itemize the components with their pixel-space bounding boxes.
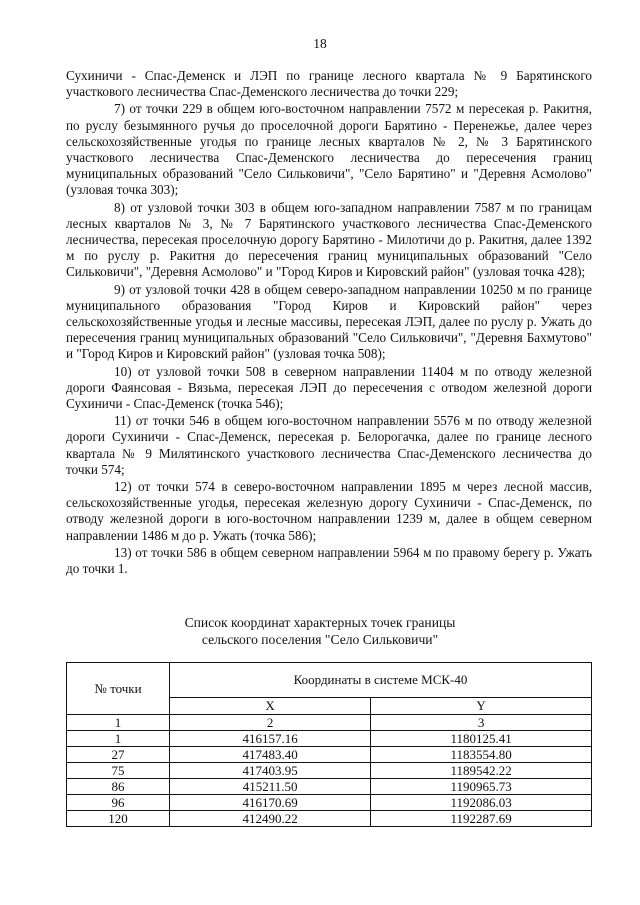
- column-index-row: [67, 715, 592, 731]
- column-index: 2: [170, 715, 371, 731]
- boundary-description: [66, 68, 592, 578]
- point-number: 120: [67, 811, 170, 827]
- column-header-x: X: [170, 698, 371, 715]
- page-number: 18: [313, 36, 327, 51]
- coordinates-heading: [0, 614, 640, 648]
- paragraph-item-7: 7) от точки 229 в общем юго-восточном направлении 7572 м пересекая р. Ракитня, по руслу безымянного ручья до проселочной дороги Барятино - Перенежье, далее через сельскохозяйственные угодья по границе лесных кварталов № 2, № 3 Барятинского участкового лесничества Спас-Деменского лесничества до пересечения границ муниципальных образований "Село Сильковичи", "Село Барятино" и "Деревня Асмолово" (узловая точка 303);: [66, 101, 592, 198]
- heading-line-2: сельского поселения "Село Сильковичи": [201, 632, 439, 647]
- coordinate-x: 417403.95: [170, 763, 371, 779]
- coordinate-x: 412490.22: [170, 811, 371, 827]
- coordinate-y: 1180125.41: [371, 731, 592, 747]
- coordinate-x: 415211.50: [170, 779, 371, 795]
- column-header-point: № точки: [67, 663, 170, 715]
- table-row: [67, 795, 592, 811]
- paragraph-item-12: 12) от точки 574 в северо-восточном направлении 1895 м через лесной массив, сельскохозяйственные угодья, пересекая железную дорогу Сухиничи - Спас-Деменск, по отводу железной дороги в юго-восточном направлении 1239 м, далее в общем северном направлении 1486 м до р. Ужать (точка 586);: [66, 479, 592, 543]
- paragraph-item-13: 13) от точки 586 в общем северном направлении 5964 м по правому берегу р. Ужать до точки 1.: [66, 544, 592, 577]
- coordinate-y: 1183554.80: [371, 747, 592, 763]
- table-row: [67, 811, 592, 827]
- point-number: 27: [67, 747, 170, 763]
- coordinate-x: 417483.40: [170, 747, 371, 763]
- column-header-coordinates: Координаты в системе МСК-40: [170, 663, 592, 698]
- table-row: [67, 747, 592, 763]
- column-header-y: Y: [371, 698, 592, 715]
- column-index: 3: [371, 715, 592, 731]
- column-index: 1: [67, 715, 170, 731]
- paragraph-item-9: 9) от узловой точки 428 в общем северо-западном направлении 10250 м по границе муниципального образования "Город Киров и Кировский район" через сельскохозяйственные угодья и лесные массивы, пересекая ЛЭП, далее по руслу р. Ужать до пересечения границ муниципальных образований "Село Сильковичи", "Деревня Бахмутово" и "Город Киров и Кировский район" (узловая точка 508);: [66, 281, 592, 362]
- paragraph-continuation: Сухиничи - Спас-Деменск и ЛЭП по границе лесного квартала № 9 Барятинского участкового лесничества Спас-Деменского лесничества до точки 229;: [66, 68, 592, 100]
- point-number: 1: [67, 731, 170, 747]
- coordinate-x: 416170.69: [170, 795, 371, 811]
- point-number: 86: [67, 779, 170, 795]
- table-row: [67, 779, 592, 795]
- table-row: [67, 731, 592, 747]
- table-row: [67, 763, 592, 779]
- paragraph-item-11: 11) от точки 546 в общем юго-восточном направлении 5576 м по отводу железной дороги Сухиничи - Спас-Деменск, пересекая р. Белорогачка, далее по границе лесного квартала № 9 Милятинского участкового лесничества Спас-Деменского лесничества до точки 574;: [66, 413, 592, 477]
- paragraph-item-8: 8) от узловой точки 303 в общем юго-западном направлении 7587 м по границам лесных кварталов № 3, № 7 Барятинского участкового лесничества Спас-Деменского лесничества, пересекая проселочную дорогу Барятино - Милотичи до р. Ракитня, далее 1392 м по руслу р. Ракитня до пересечения границ муниципальных образований "Село Сильковичи", "Деревня Асмолово" и "Город Киров и Кировский район" (узловая точка 428);: [66, 199, 592, 280]
- point-number: 75: [67, 763, 170, 779]
- point-number: 96: [67, 795, 170, 811]
- coordinate-y: 1192086.03: [371, 795, 592, 811]
- coordinate-y: 1192287.69: [371, 811, 592, 827]
- heading-line-1: Список координат характерных точек границы: [184, 615, 456, 630]
- coordinate-x: 416157.16: [170, 731, 371, 747]
- paragraph-item-10: 10) от узловой точки 508 в северном направлении 11404 м по отводу железной дороги Фаянсовая - Вязьма, пересекая ЛЭП до пересечения с отводом железной дороги Сухиничи - Спас-Деменск (точка 546);: [66, 363, 592, 412]
- coordinate-y: 1190965.73: [371, 779, 592, 795]
- coordinate-y: 1189542.22: [371, 763, 592, 779]
- coordinates-table: [66, 662, 592, 827]
